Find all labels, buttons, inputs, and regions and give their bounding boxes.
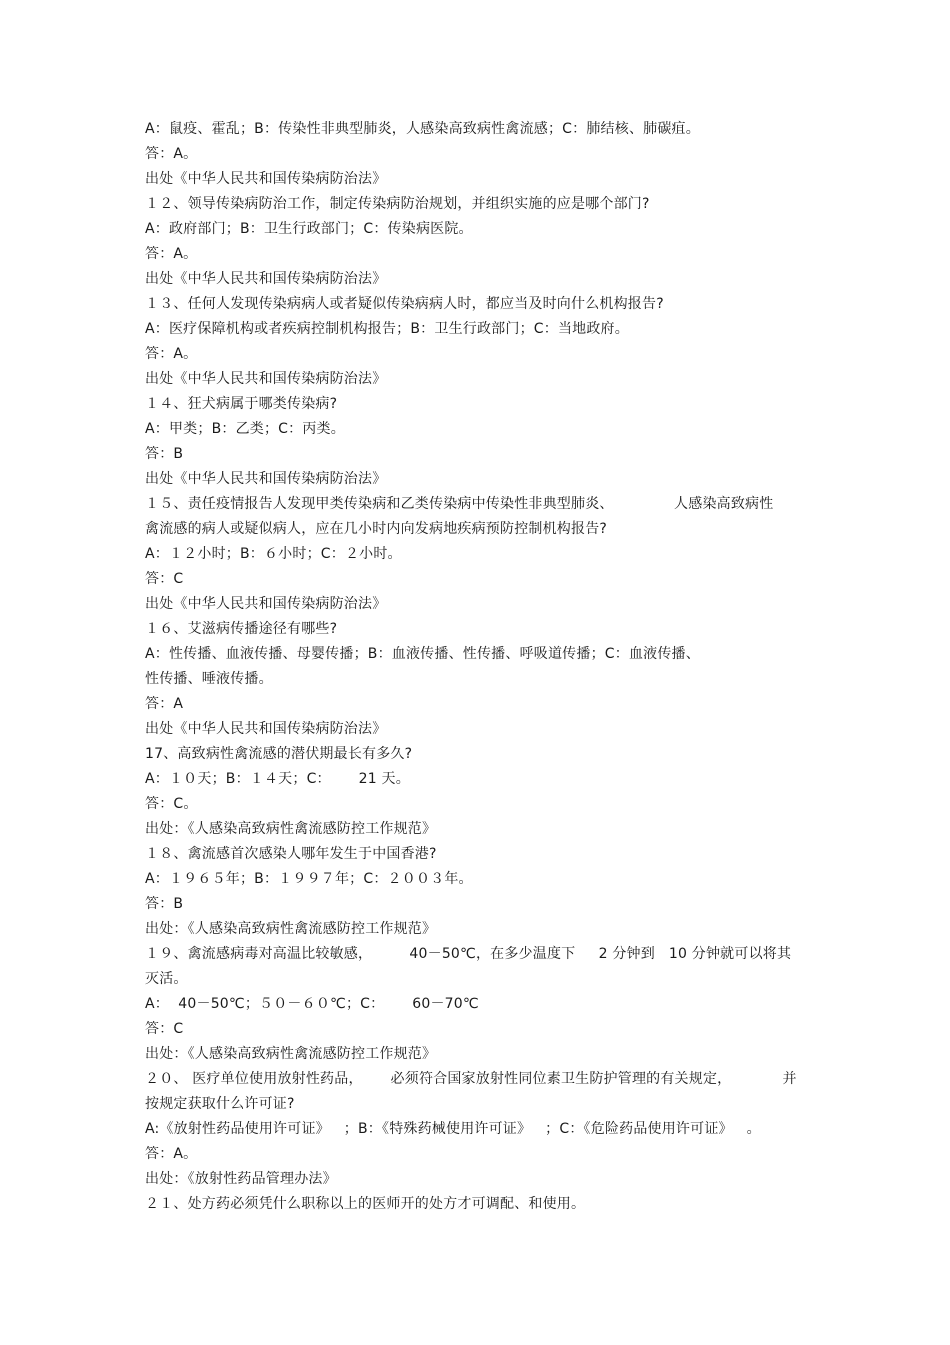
text-line: 出处《中华人民共和国传染病防治法》 (145, 596, 387, 612)
text-line: A：甲类；B：乙类；C：丙类。 (145, 421, 345, 437)
text-line: 答：A。 (145, 246, 198, 262)
text-line: 灭活。 (145, 971, 188, 987)
text-line: 出处：《人感染高致病性禽流感防控工作规范》 (145, 1046, 437, 1062)
text-line: 答：B (145, 446, 184, 462)
text-line: A:《放射性药品使用许可证》 ；B：《特殊药械使用许可证》 ；C：《危险药品使用许可证》 。 (145, 1121, 761, 1137)
text-line: A：政府部门；B：卫生行政部门；C：传染病医院。 (145, 221, 473, 237)
text-line: 答：B (145, 896, 184, 912)
text-line: 出处：《人感染高致病性禽流感防控工作规范》 (145, 921, 437, 937)
text-line: 17、高致病性禽流感的潜伏期最长有多久? (145, 746, 413, 762)
text-line: 禽流感的病人或疑似病人，应在几小时内向发病地疾病预防控制机构报告? (145, 521, 608, 537)
text-line: A：性传播、血液传播、母婴传播；B：血液传播、性传播、呼吸道传播；C：血液传播、 (145, 646, 700, 662)
text-line: 出处《中华人民共和国传染病防治法》 (145, 371, 387, 387)
text-line: 按规定获取什么许可证? (145, 1096, 295, 1112)
text-line: 出处《中华人民共和国传染病防治法》 (145, 171, 387, 187)
text-line: 答：C (145, 1021, 184, 1037)
text-line: A：医疗保障机构或者疾病控制机构报告；B：卫生行政部门；C：当地政府。 (145, 321, 629, 337)
text-line: 答：A。 (145, 346, 198, 362)
text-line: １２、领导传染病防治工作，制定传染病防治规划，并组织实施的应是哪个部门? (145, 196, 650, 212)
text-line: １８、禽流感首次感染人哪年发生于中国香港? (145, 846, 437, 862)
text-line: ２１、处方药必须凭什么职称以上的医师开的处方才可调配、和使用。 (145, 1196, 586, 1212)
text-line: 答：A。 (145, 1146, 198, 1162)
text-line: １４、狂犬病属于哪类传染病? (145, 396, 338, 412)
text-line: １５、责任疫情报告人发现甲类传染病和乙类传染病中传染性非典型肺炎、 人感染高致病性 (145, 496, 774, 512)
text-line: A：１２小时；B：６小时；C：２小时。 (145, 546, 402, 562)
text-line: 出处：《放射性药品管理办法》 (145, 1171, 337, 1187)
text-line: 答：A。 (145, 146, 198, 162)
text-line: 出处：《人感染高致病性禽流感防控工作规范》 (145, 821, 437, 837)
text-line: 出处《中华人民共和国传染病防治法》 (145, 721, 387, 737)
text-line: ２０、 医疗单位使用放射性药品， 必须符合国家放射性同位素卫生防护管理的有关规定， 并 (145, 1071, 797, 1087)
text-line: 性传播、唾液传播。 (145, 671, 273, 687)
text-line: 出处《中华人民共和国传染病防治法》 (145, 471, 387, 487)
text-line: 出处《中华人民共和国传染病防治法》 (145, 271, 387, 287)
document-body (145, 117, 815, 1217)
text-line: １９、禽流感病毒对高温比较敏感， 40－50℃，在多少温度下 2 分钟到 10 分钟就可以将其 (145, 946, 792, 962)
text-line: A： 40－50℃；５０－６０℃；C： 60－70℃ (145, 996, 479, 1012)
text-line: １６、艾滋病传播途径有哪些? (145, 621, 338, 637)
text-line: A：１９６５年；B：１９９７年；C：２００３年。 (145, 871, 473, 887)
text-line: １３、任何人发现传染病病人或者疑似传染病病人时，都应当及时向什么机构报告? (145, 296, 664, 312)
text-line: 答：C (145, 571, 184, 587)
text-line: 答：A (145, 696, 184, 712)
text-line: A：鼠疫、霍乱；B：传染性非典型肺炎，人感染高致病性禽流感；C：肺结核、肺碳疽。 (145, 121, 700, 137)
text-line: 答：C。 (145, 796, 198, 812)
text-line: A：１０天；B：１４天；C： 21 天。 (145, 771, 410, 787)
